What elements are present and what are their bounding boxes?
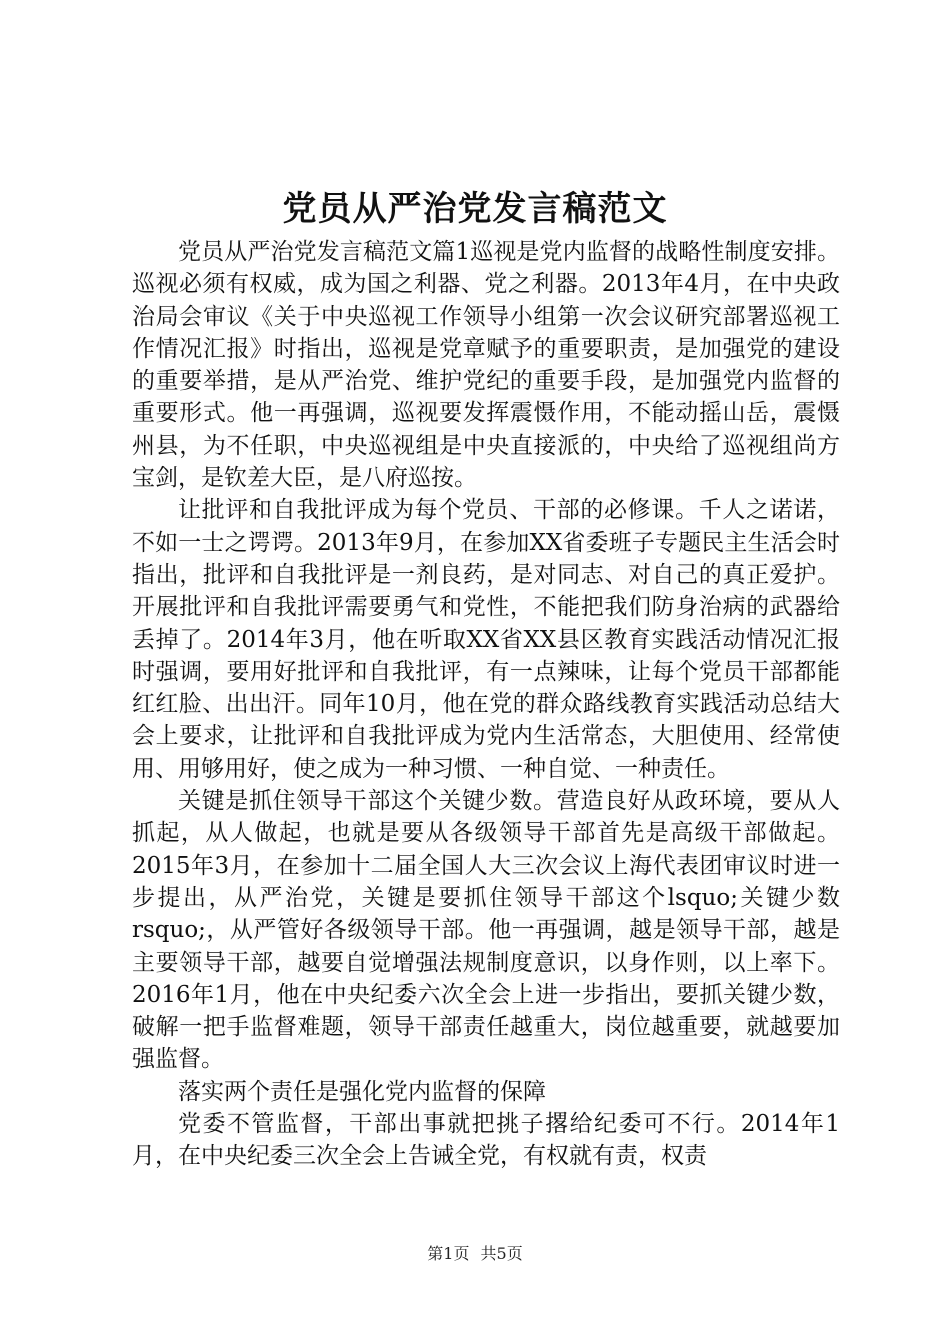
paragraph-4-heading: 落实两个责任是强化党内监督的保障 — [178, 1078, 546, 1105]
document-body — [132, 236, 840, 1173]
page-number: 第1页 — [427, 1244, 470, 1263]
paragraph-3: 关键是抓住领导干部这个关键少数。营造良好从政环境，要从人抓起，从人做起，也就是要从各级领导干部首先是高级干部做起。2015年3月，在参加十二届全国人大三次会议上海代表团审议时进一步提出，从严治党，关键是要抓住领导干部这个lsquo;关键少数rsquo;，从严管好各级领导干部。他一再强调，越是领导干部，越是主要领导干部，越要自觉增强法规制度意识，以身作则，以上率下。2016年1月，他在中央纪委六次全会上进一步指出，要抓关键少数，破解一把手监督难题，领导干部责任越重大，岗位越重要，就越要加强监督。 — [132, 788, 840, 1073]
page-total: 共5页 — [480, 1244, 523, 1263]
paragraph-1: 党员从严治党发言稿范文篇1巡视是党内监督的战略性制度安排。巡视必须有权威，成为国之利器、党之利器。2013年4月，在中央政治局会审议《关于中央巡视工作领导小组第一次会议研究部署巡视工作情况汇报》时指出，巡视是党章赋予的重要职责，是加强党的建设的重要举措，是从严治党、维护党纪的重要手段，是加强党内监督的重要形式。他一再强调，巡视要发挥震慑作用，不能动摇山岳，震慑州县，为不任职，中央巡视组是中央直接派的，中央给了巡视组尚方宝剑，是钦差大臣，是八府巡按。 — [132, 239, 840, 492]
paragraph-5: 党委不管监督，干部出事就把挑子撂给纪委可不行。2014年1月，在中央纪委三次全会上告诫全党，有权就有责，权责 — [132, 1111, 840, 1170]
page-footer — [0, 1242, 950, 1266]
paragraph-2: 让批评和自我批评成为每个党员、干部的必修课。千人之诺诺，不如一士之谔谔。2013年9月，在参加XX省委班子专题民主生活会时指出，批评和自我批评是一剂良药，是对同志、对自己的真正爱护。开展批评和自我批评需要勇气和党性，不能把我们防身治病的武器给丢掉了。2014年3月，他在听取XX省XX县区教育实践活动情况汇报时强调，要用好批评和自我批评，有一点辣味，让每个党员干部都能红红脸、出出汗。同年10月，他在党的群众路线教育实践活动总结大会上要求，让批评和自我批评成为党内生活常态，大胆使用、经常使用、用够用好，使之成为一种习惯、一种自觉、一种责任。 — [132, 497, 840, 782]
page-title: 党员从严治党发言稿范文 — [282, 189, 668, 229]
